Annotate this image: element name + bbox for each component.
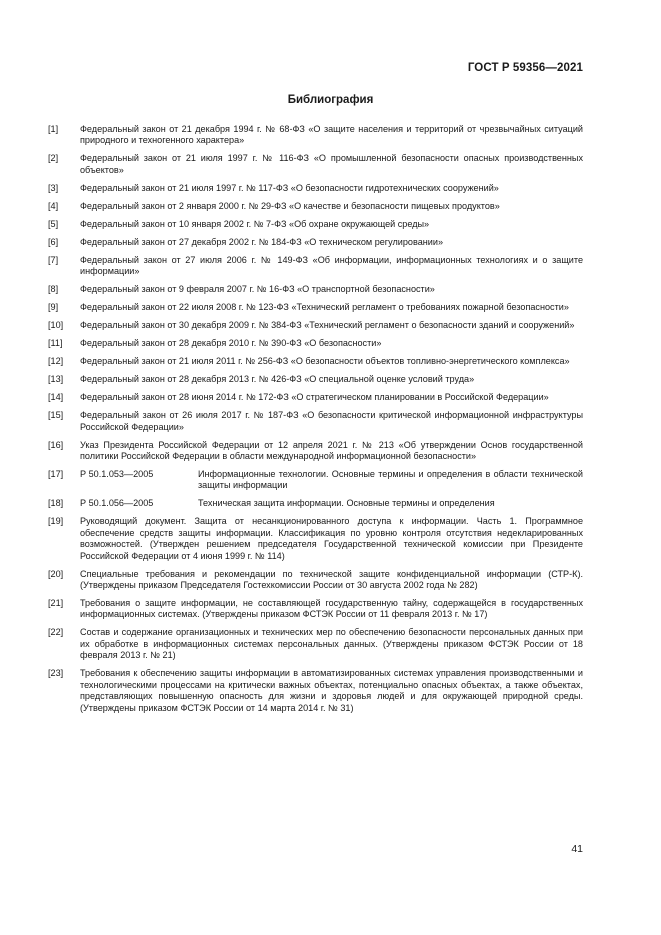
standard-reference [80, 498, 583, 509]
entry-text: Федеральный закон от 21 июля 2011 г. № 256-ФЗ «О безопасности объектов топливно-энергетического комплекса» [80, 356, 570, 367]
bibliography-entry [48, 237, 583, 248]
entry-number: [16] [48, 439, 64, 450]
bibliography-entry [48, 498, 583, 509]
entry-text: Требования к обеспечению защиты информации в автоматизированных системах управления производственными и технологическими процессами на критически важных объектах, потенциально опасных объектах, а также объектах, представляющих повышенную опасность для жизни и здоровья людей и для окружающей природной среды. (Утверждены приказом ФСТЭК России от 14 марта 2014 г. № 31) [80, 668, 583, 713]
entry-number: [13] [48, 374, 64, 385]
entry-text: Федеральный закон от 26 июля 2017 г. № 187-ФЗ «О безопасности критической информационной инфраструктуры Российской Федерации» [80, 410, 583, 432]
bibliography-list [48, 124, 583, 721]
entry-text: Федеральный закон от 2 января 2000 г. № 29-ФЗ «О качестве и безопасности пищевых продуктов» [80, 200, 500, 211]
bibliography-entry [48, 356, 583, 367]
standard-reference [80, 469, 583, 492]
bibliography-entry [48, 201, 583, 212]
entry-text: Федеральный закон от 9 февраля 2007 г. № 16-ФЗ «О транспортной безопасности» [80, 284, 435, 295]
bibliography-entry [48, 392, 583, 403]
entry-number: [14] [48, 392, 64, 403]
bibliography-entry [48, 627, 583, 661]
entry-text: Федеральный закон от 30 декабря 2009 г. № 384-ФЗ «Технический регламент о безопасности зданий и сооружений» [80, 320, 575, 331]
bibliography-entry [48, 598, 583, 621]
entry-text: Специальные требования и рекомендации по технической защите конфиденциальной информации (СТР-К). (Утверждены приказом Председателя Гостехкомиссии России от 30 августа 2002 года № 282) [80, 568, 583, 591]
entry-text: Федеральный закон от 10 января 2002 г. № 7-ФЗ «Об охране окружающей среды» [80, 218, 430, 229]
entry-text: Состав и содержание организационных и технических мер по обеспечению безопасности персональных данных при их обработке в информационных системах персональных данных. (Утверждены приказом ФСТЭК России от 18 февраля 2013 г. № 21) [80, 627, 583, 661]
bibliography-entry [48, 153, 583, 176]
bibliography-entry [48, 516, 583, 562]
entry-number: [18] [48, 498, 64, 509]
bibliography-entry [48, 219, 583, 230]
entry-text: Федеральный закон от 22 июля 2008 г. № 123-ФЗ «Технический регламент о требованиях пожарной безопасности» [80, 302, 569, 313]
entry-text: Федеральный закон от 28 декабря 2010 г. № 390-ФЗ «О безопасности» [80, 338, 382, 349]
entry-number: [12] [48, 356, 64, 367]
entry-number: [11] [48, 338, 63, 349]
entry-number: [10] [48, 320, 64, 331]
bibliography-entry [48, 302, 583, 313]
entry-number: [15] [48, 410, 64, 421]
entry-number: [8] [48, 284, 59, 295]
entry-number: [23] [48, 668, 64, 679]
bibliography-entry [48, 668, 583, 714]
entry-text: Требования о защите информации, не составляющей государственную тайну, содержащейся в государственных информационных системах. (Утверждены приказом ФСТЭК России от 11 февраля 2013 г. № 17) [80, 598, 583, 620]
entry-text: Федеральный закон от 27 декабря 2002 г. № 184-ФЗ «О техническом регулировании» [80, 236, 443, 247]
entry-number: [19] [48, 516, 64, 527]
entry-number: [1] [48, 124, 59, 134]
entry-number: [3] [48, 182, 59, 193]
entry-number: [22] [48, 627, 64, 638]
entry-text: Федеральный закон от 27 июля 2006 г. № 149-ФЗ «Об информации, информационных технологиях и о защите информации» [80, 254, 583, 277]
entry-text: Федеральный закон от 28 декабря 2013 г. № 426-ФЗ «О специальной оценке условий труда» [80, 374, 475, 385]
entry-number: [2] [48, 153, 59, 164]
entry-number: [4] [48, 200, 59, 211]
entry-number: [5] [48, 218, 59, 229]
standard-code: Р 50.1.053—2005 [80, 469, 154, 480]
entry-text: Федеральный закон от 21 июля 1997 г. № 116-ФЗ «О промышленной безопасности опасных производственных объектов» [80, 153, 583, 175]
bibliography-entry [48, 374, 583, 385]
entry-number: [20] [48, 568, 64, 579]
bibliography-entry [48, 440, 583, 463]
entry-number: [7] [48, 254, 59, 265]
bibliography-entry [48, 569, 583, 592]
standard-title: Информационные технологии. Основные термины и определения в области технической защиты информации [198, 469, 583, 491]
entry-number: [17] [48, 469, 64, 480]
bibliography-entry [48, 255, 583, 278]
bibliography-entry [48, 320, 583, 331]
bibliography-entry [48, 284, 583, 295]
bibliography-entry [48, 124, 583, 147]
bibliography-entry [48, 183, 583, 194]
entry-text: Федеральный закон от 28 июня 2014 г. № 172-ФЗ «О стратегическом планировании в Российской Федерации» [80, 392, 549, 403]
page-number: 41 [571, 843, 583, 855]
entry-number: [9] [48, 302, 59, 313]
standard-title: Техническая защита информации. Основные термины и определения [198, 498, 495, 509]
bibliography-entry [48, 469, 583, 492]
bibliography-entry [48, 410, 583, 433]
bibliography-entry [48, 338, 583, 349]
standard-code: Р 50.1.056—2005 [80, 498, 154, 509]
entry-number: [6] [48, 236, 59, 247]
entry-text: Федеральный закон от 21 июля 1997 г. № 117-ФЗ «О безопасности гидротехнических сооружений» [80, 182, 499, 193]
entry-text: Федеральный закон от 21 декабря 1994 г. № 68-ФЗ «О защите населения и территорий от чрезвычайных ситуаций природного и техногенного характера» [80, 124, 583, 146]
entry-text: Руководящий документ. Защита от несанкционированного доступа к информации. Часть 1. Программное обеспечение средств защиты информации. Классификация по уровню контроля отсутствия недекларированных возможностей. (Утвержден решением председателя Государственной технической комиссии при Президенте Российской Федерации от 4 июня 1999 г. № 114) [80, 516, 583, 561]
document-code: ГОСТ Р 59356—2021 [467, 62, 583, 74]
entry-number: [21] [48, 598, 64, 609]
section-title: Библиография [287, 94, 374, 106]
entry-text: Указ Президента Российской Федерации от 12 апреля 2021 г. № 213 «Об утверждении Основ государственной политики Российской Федерации в области международной информационной безопасности» [80, 439, 583, 462]
